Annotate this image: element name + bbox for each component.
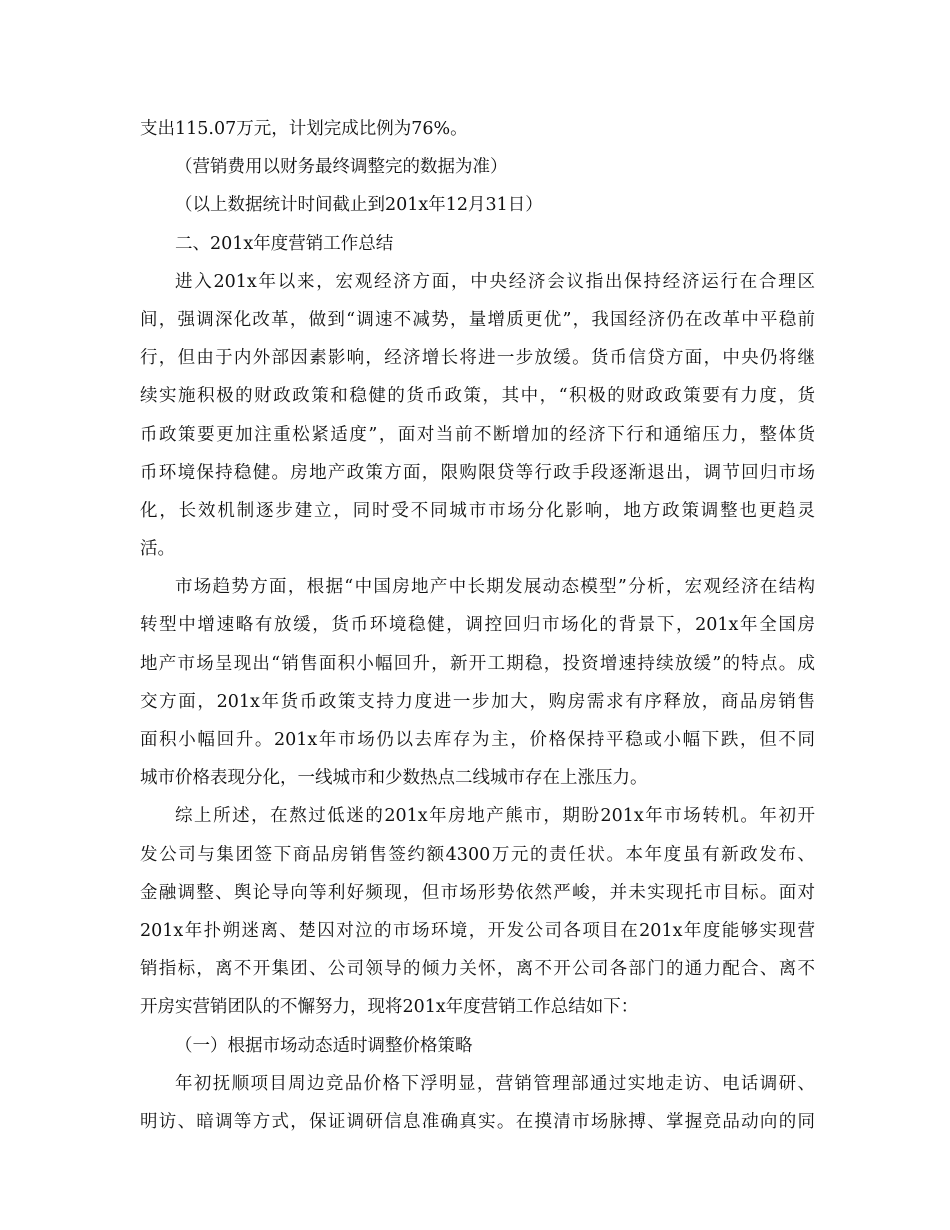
text-line: （以上数据统计时间截止到201x年12月31日） bbox=[175, 195, 543, 216]
text-line: 市场趋势方面，根据“中国房地产中长期发展动态模型”分析，宏观经济在结构 bbox=[175, 577, 815, 598]
text-line: 币环境保持稳健。房地产政策方面，限购限贷等行政手段逐渐退出，调节回归市场 bbox=[140, 462, 815, 483]
document-page bbox=[140, 110, 815, 1141]
text-line: 金融调整、舆论导向等利好频现，但市场形势依然严峻，并未实现托市目标。面对 bbox=[140, 882, 815, 903]
text-line: 年初抚顺项目周边竞品价格下浮明显，营销管理部通过实地走访、电话调研、 bbox=[175, 1073, 815, 1094]
text-line: 二、201x年度营销工作总结 bbox=[175, 233, 394, 254]
text-line: 城市价格表现分化，一线城市和少数热点二线城市存在上涨压力。 bbox=[140, 768, 648, 789]
text-line: 续实施积极的财政政策和稳健的货币政策，其中，“积极的财政政策要有力度，货 bbox=[140, 386, 815, 407]
text-line: （营销费用以财务最终调整完的数据为准） bbox=[175, 157, 508, 178]
text-line: 201x年扑朔迷离、楚囚对泣的市场环境，开发公司各项目在201x年度能够实现营 bbox=[140, 920, 815, 941]
text-line: 化，长效机制逐步建立，同时受不同城市市场分化影响，地方政策调整也更趋灵 bbox=[140, 500, 815, 521]
text-line: （一）根据市场动态适时调整价格策略 bbox=[175, 1035, 473, 1056]
text-line: 转型中增速略有放缓，货币环境稳健，调控回归市场化的背景下，201x年全国房 bbox=[140, 615, 815, 636]
text-line: 间，强调深化改革，做到“调速不减势，量增质更优”，我国经济仍在改革中平稳前 bbox=[140, 309, 815, 330]
text-line: 币政策要更加注重松紧适度”，面对当前不断增加的经济下行和通缩压力，整体货 bbox=[140, 424, 815, 445]
text-line: 交方面，201x年货币政策支持力度进一步加大，购房需求有序释放，商品房销售 bbox=[140, 691, 815, 712]
text-line: 地产市场呈现出“销售面积小幅回升，新开工期稳，投资增速持续放缓”的特点。成 bbox=[140, 653, 815, 674]
text-line: 行，但由于内外部因素影响，经济增长将进一步放缓。货币信贷方面，中央仍将继 bbox=[140, 348, 815, 369]
text-line: 销指标，离不开集团、公司领导的倾力关怀，离不开公司各部门的通力配合、离不 bbox=[140, 959, 815, 980]
text-line: 发公司与集团签下商品房销售签约额4300万元的责任状。本年度虽有新政发布、 bbox=[140, 844, 815, 865]
text-line: 面积小幅回升。201x年市场仍以去库存为主，价格保持平稳或小幅下跌，但不同 bbox=[140, 730, 815, 750]
text-line: 开房实营销团队的不懈努力，现将201x年度营销工作总结如下： bbox=[140, 997, 639, 1018]
text-line: 明访、暗调等方式，保证调研信息准确真实。在摸清市场脉搏、掌握竞品动向的同 bbox=[140, 1111, 815, 1132]
text-line: 综上所述，在熬过低迷的201x年房地产熊市，期盼201x年市场转机。年初开 bbox=[175, 806, 815, 827]
text-line: 进入201x年以来，宏观经济方面，中央经济会议指出保持经济运行在合理区 bbox=[175, 271, 815, 292]
text-line: 支出115.07万元，计划完成比例为76%。 bbox=[140, 119, 468, 139]
text-line: 活。 bbox=[140, 539, 175, 560]
